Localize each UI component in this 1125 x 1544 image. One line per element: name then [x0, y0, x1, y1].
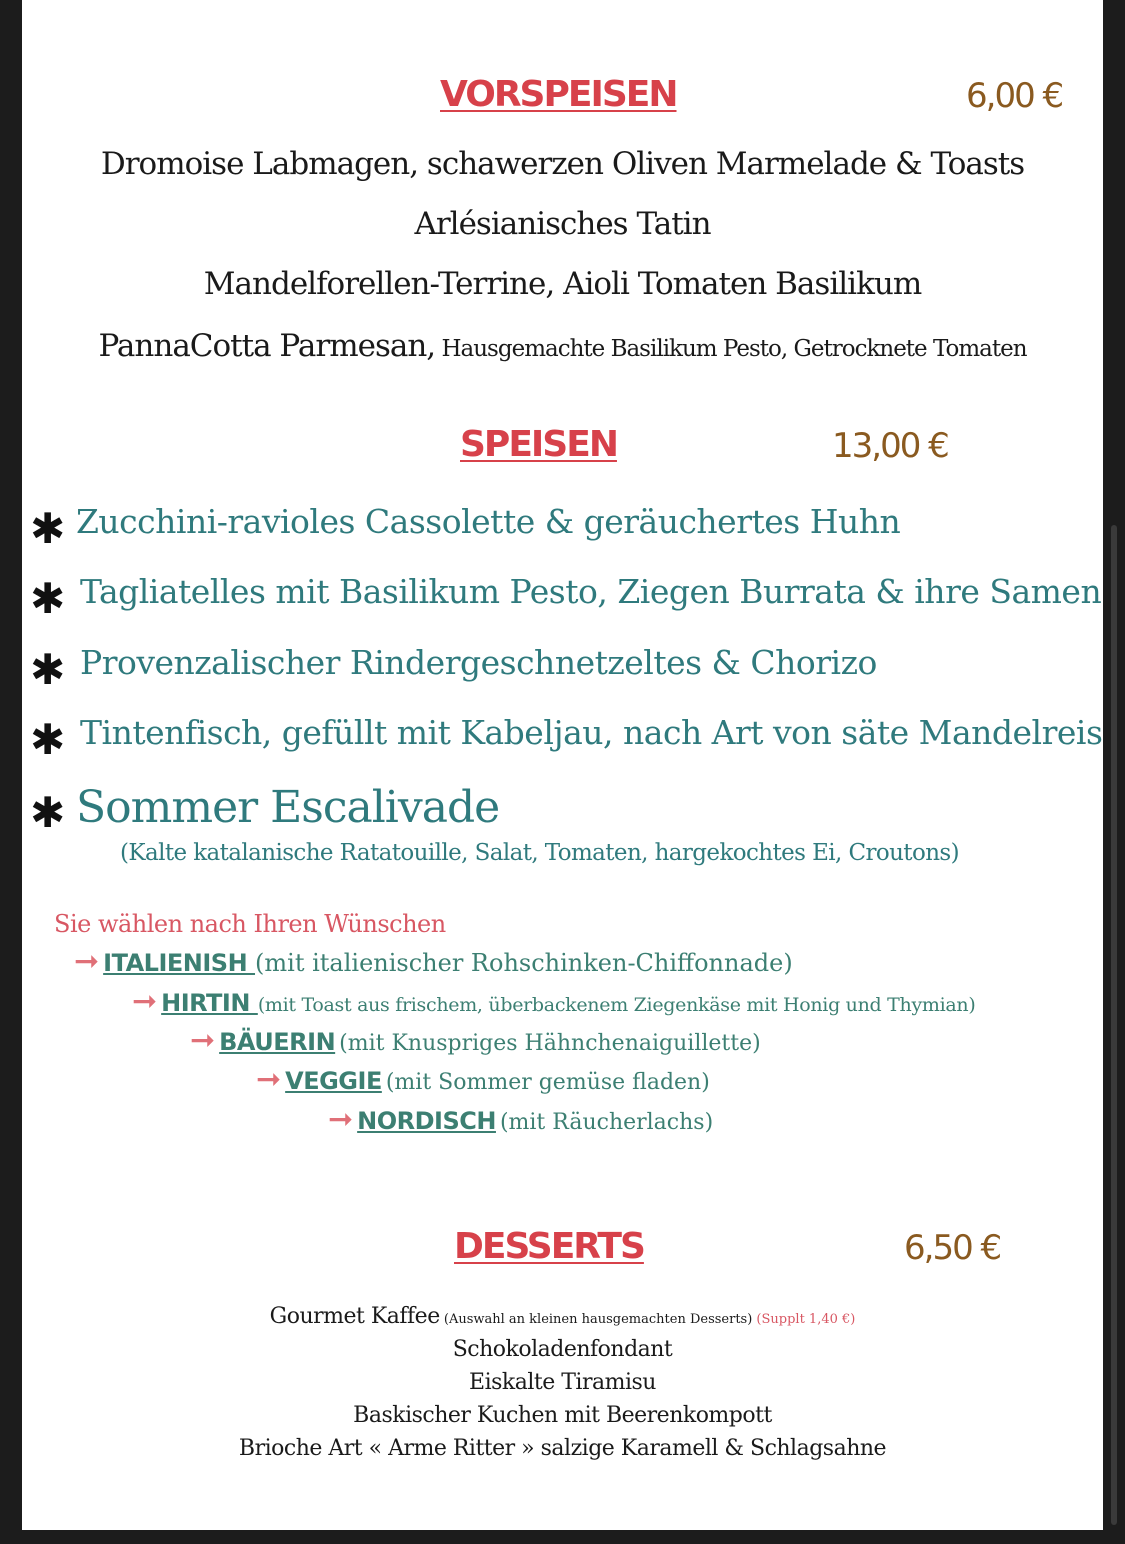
option-desc: (mit Toast aus frischem, überbackenem Ziegenkäse mit Honig und Thymian) [257, 994, 976, 1016]
escalivade-note: (Kalte katalanische Ratatouille, Salat, Tomaten, hargekochtes Ei, Croutons) [120, 840, 959, 866]
speise-item: Provenzalischer Rindergeschnetzeltes & Chorizo [80, 643, 877, 682]
arrow-right-icon: ➞ [74, 944, 100, 979]
dessert-item: Schokoladenfondant [452, 1337, 673, 1362]
vorspeise-item [22, 328, 1103, 364]
option-row [328, 1102, 713, 1137]
vorspeisen-price: 6,00 € [966, 76, 1063, 116]
vorspeise-item: Arlésianisches Tatin [414, 206, 711, 242]
option-label: VEGGIE [285, 1067, 382, 1095]
arrow-right-icon: ➞ [328, 1102, 354, 1137]
speise-item: Zucchini-ravioles Cassolette & geräuchertes Huhn [76, 502, 901, 541]
menu-page [22, 0, 1103, 1530]
speise-item: Tintenfisch, gefüllt mit Kabeljau, nach Art von säte Mandelreis [80, 713, 1103, 752]
speisen-heading: SPEISEN [460, 424, 617, 465]
option-desc: (mit Knuspriges Hähnchenaiguillette) [339, 1031, 761, 1056]
vorspeise-item: Dromoise Labmagen, schawerzen Oliven Marmelade & Toasts [100, 146, 1025, 182]
option-desc: (mit Sommer gemüse fladen) [385, 1070, 710, 1095]
vorspeise-item-main: PannaCotta Parmesan, [98, 328, 436, 364]
desserts-heading: DESSERTS [454, 1226, 644, 1267]
dessert-supplement: (Supplt 1,40 €) [752, 1312, 856, 1327]
asterisk-icon: ✱ [30, 504, 66, 553]
dessert-item-note: (Auswahl an kleinen hausgemachten Desserts) [439, 1312, 753, 1327]
arrow-right-icon: ➞ [190, 1023, 216, 1058]
option-row [74, 944, 793, 979]
dessert-item: Eiskalte Tiramisu [469, 1370, 656, 1395]
dessert-item: Baskischer Kuchen mit Beerenkompott [353, 1403, 772, 1428]
arrow-right-icon: ➞ [256, 1062, 282, 1097]
vorspeise-item-sub: Hausgemachte Basilikum Pesto, Getrocknete Tomaten [435, 336, 1027, 362]
arrow-right-icon: ➞ [132, 984, 158, 1019]
dessert-item: Brioche Art « Arme Ritter » salzige Karamell & Schlagsahne [238, 1436, 887, 1461]
vorspeise-item: Mandelforellen-Terrine, Aioli Tomaten Basilikum [203, 266, 922, 302]
option-row [256, 1062, 710, 1097]
speisen-price: 13,00 € [832, 426, 948, 466]
dessert-item-main: Gourmet Kaffee [269, 1304, 440, 1329]
speise-item: Tagliatelles mit Basilikum Pesto, Ziegen Burrata & ihre Samen [80, 572, 1102, 611]
desserts-price: 6,50 € [904, 1228, 1001, 1268]
option-label: HIRTIN [161, 989, 258, 1017]
option-label: BÄUERIN [219, 1028, 336, 1056]
dessert-gourmet [22, 1304, 1103, 1329]
speise-item: Sommer Escalivade [76, 782, 500, 833]
option-desc: (mit Räucherlachs) [499, 1110, 714, 1135]
asterisk-icon: ✱ [30, 788, 66, 837]
asterisk-icon: ✱ [30, 715, 66, 764]
option-row [132, 984, 975, 1019]
scrollbar[interactable] [1111, 525, 1117, 1525]
option-label: ITALIENISH [103, 949, 256, 977]
asterisk-icon: ✱ [30, 574, 66, 623]
option-label: NORDISCH [357, 1107, 496, 1135]
choice-intro: Sie wählen nach Ihren Wünschen [54, 910, 446, 938]
asterisk-icon: ✱ [30, 645, 66, 694]
option-row [190, 1023, 761, 1058]
option-desc: (mit italienischer Rohschinken-Chiffonnade) [255, 949, 793, 977]
vorspeisen-heading: VORSPEISEN [440, 74, 677, 115]
